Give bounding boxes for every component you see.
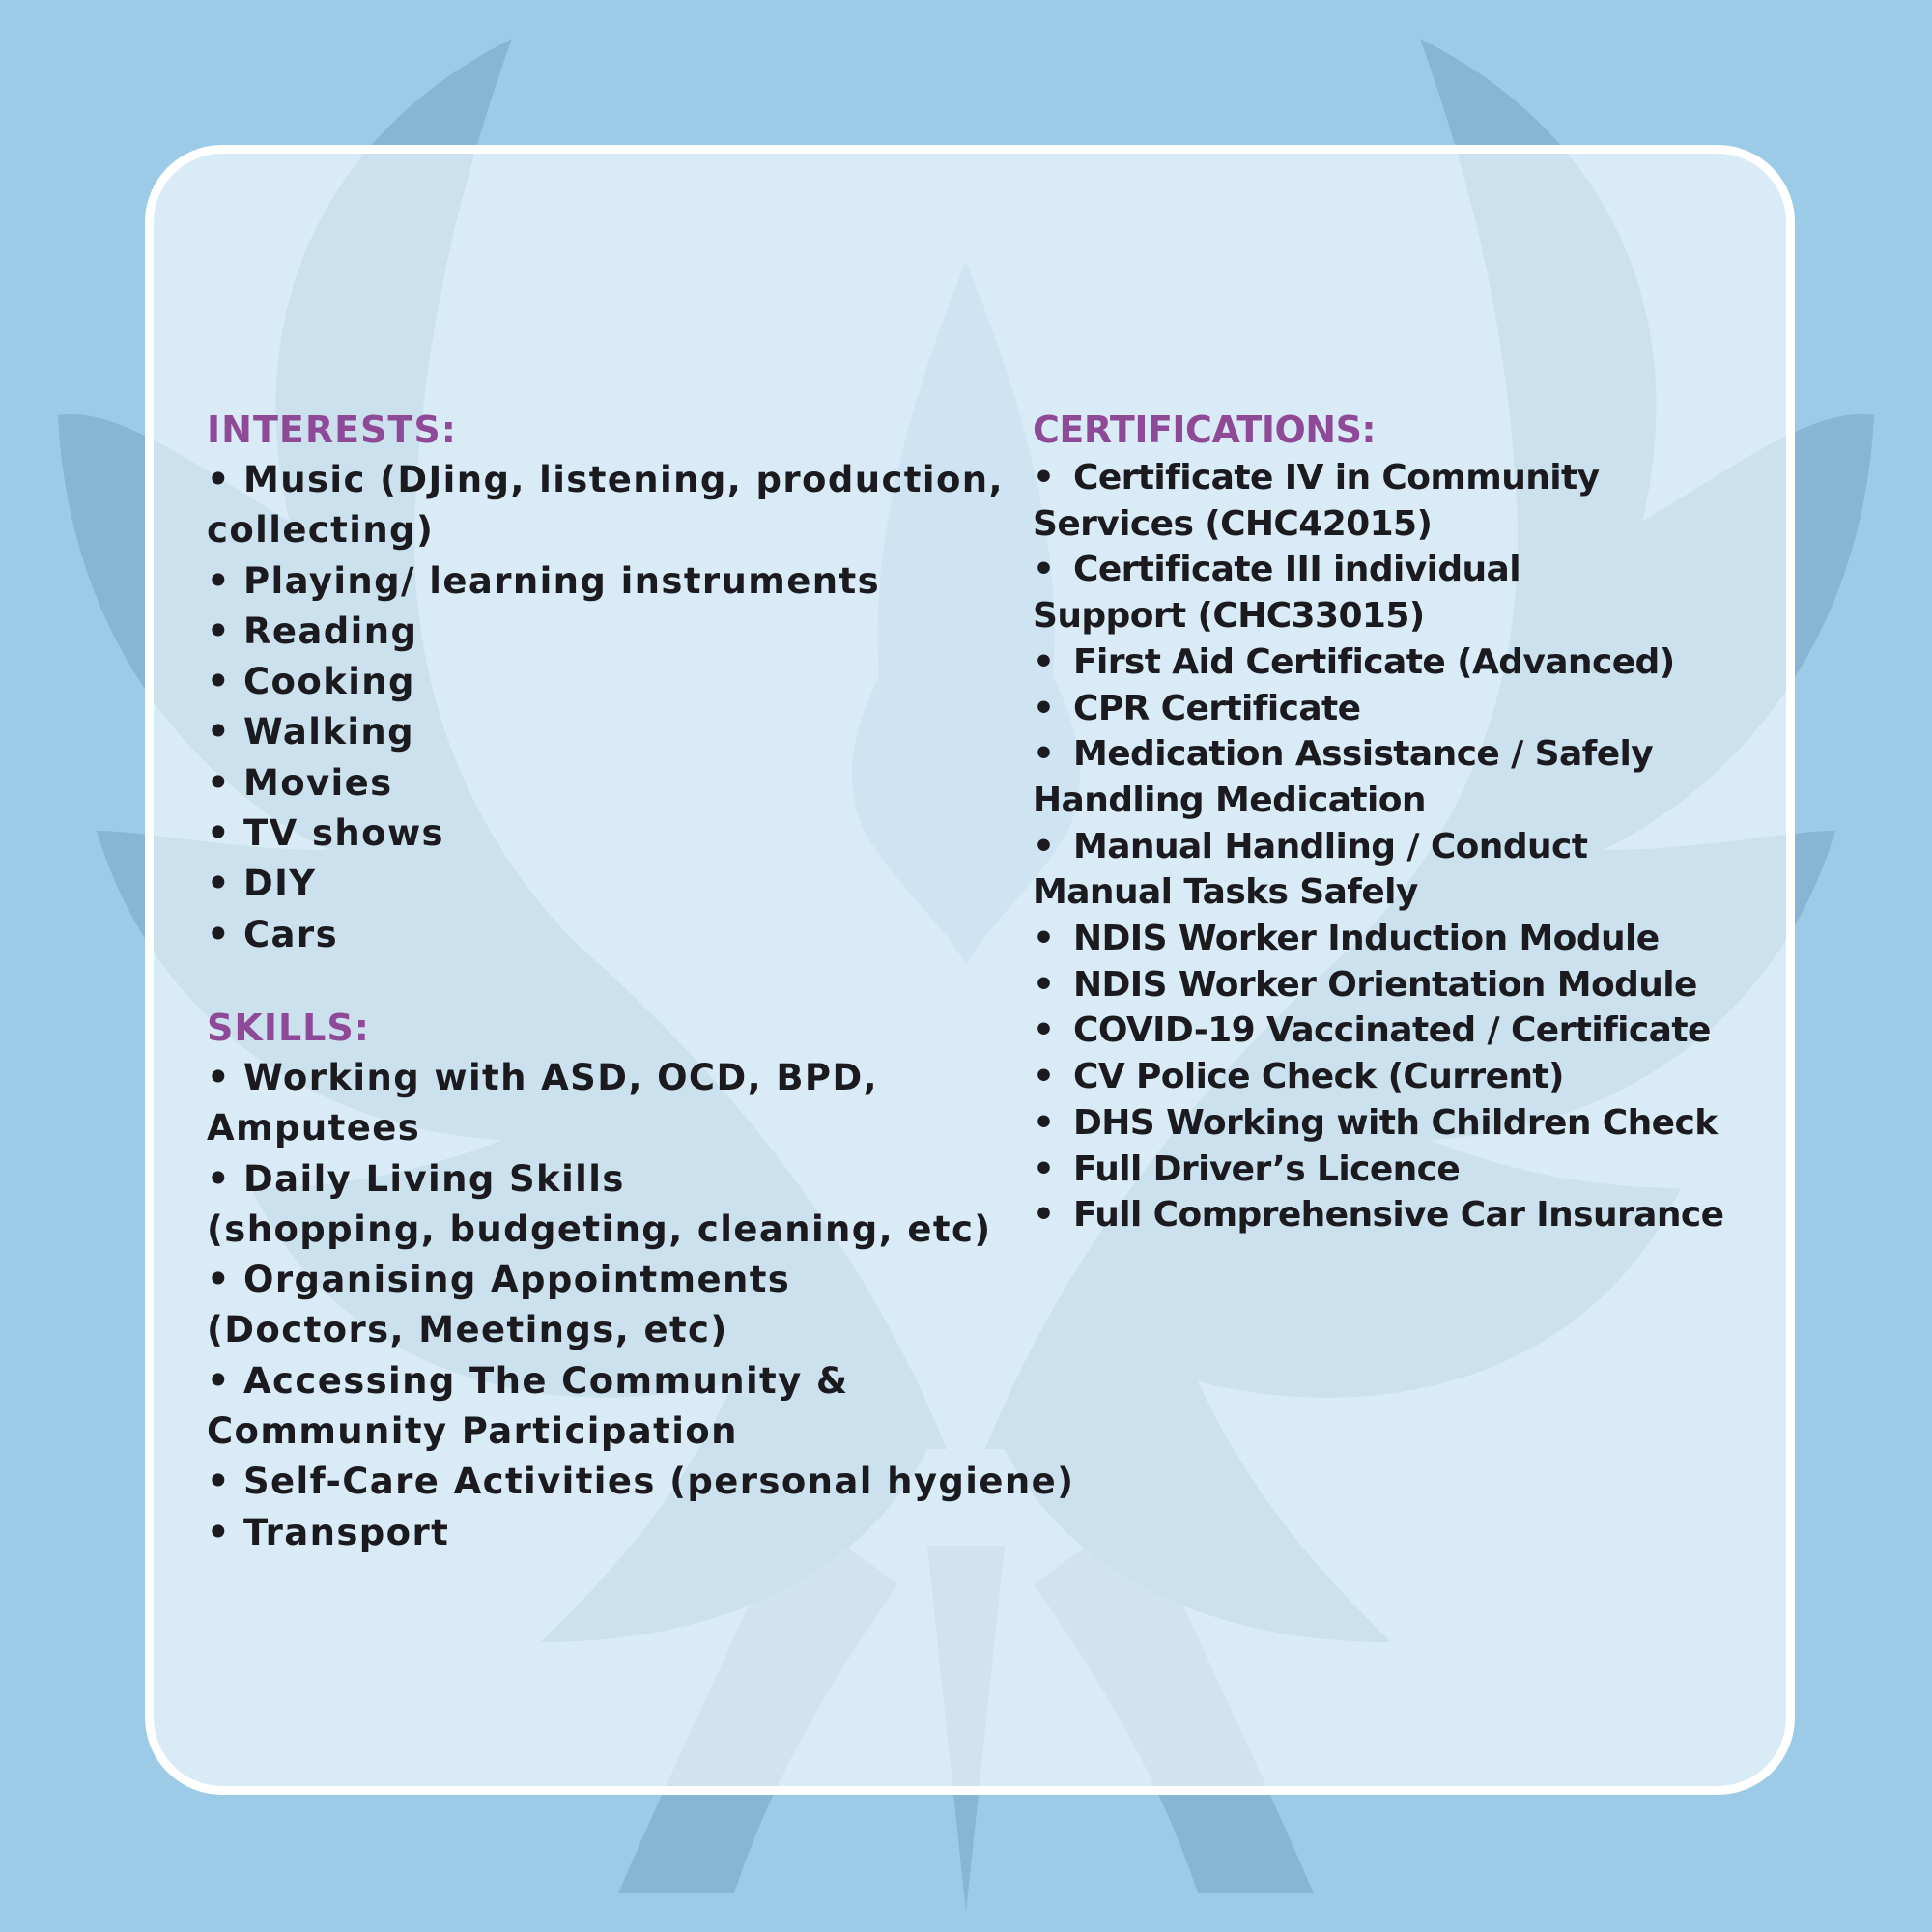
bullet-icon: • (1033, 734, 1055, 775)
list-item-text: Movies (243, 761, 393, 804)
certifications-heading: CERTIFICATIONS: (1033, 409, 1377, 451)
list-item (1033, 1008, 1795, 1054)
bullet-icon: • (1033, 1102, 1055, 1143)
bullet-icon: • (207, 661, 232, 703)
bullet-icon: • (207, 610, 232, 652)
list-item-text-continued: collecting) (207, 509, 435, 552)
list-item-text: DIY (243, 863, 317, 905)
bullet-icon: • (207, 1359, 232, 1402)
list-item-text: TV shows (243, 812, 444, 855)
list-item-text-continued: Handling Medication (1033, 780, 1426, 820)
bullet-icon: • (1033, 550, 1055, 590)
skills-heading: SKILLS: (207, 1006, 370, 1049)
list-item-text: Playing/ learning instruments (243, 559, 880, 602)
list-item (207, 607, 1153, 657)
list-item-text: Full Comprehensive Car Insurance (1073, 1195, 1724, 1236)
list-item (1033, 1192, 1795, 1238)
list-item (207, 657, 1153, 707)
left-column (207, 405, 1153, 1558)
bullet-icon: • (207, 913, 232, 955)
list-item (207, 1154, 1153, 1256)
list-item (207, 1053, 1153, 1154)
list-item-text-continued: Amputees (207, 1107, 421, 1150)
interests-heading: INTERESTS: (207, 409, 457, 451)
bullet-icon: • (1033, 458, 1055, 497)
list-item-text: Certificate IV in Community (1073, 458, 1600, 497)
list-item-text: Walking (243, 711, 415, 753)
list-item (207, 455, 1153, 556)
list-item (207, 910, 1153, 960)
list-item (207, 1356, 1153, 1458)
bullet-icon: • (1033, 688, 1055, 728)
list-item-text: Organising Appointments (243, 1259, 791, 1301)
list-item-text: Cooking (243, 661, 415, 703)
bullet-icon: • (1033, 964, 1055, 1005)
list-item-text: CPR Certificate (1073, 688, 1361, 728)
list-item (1033, 1147, 1795, 1193)
list-item-text: Cars (243, 913, 338, 955)
bullet-icon: • (1033, 641, 1055, 682)
list-item-text: Transport (243, 1511, 450, 1553)
list-item-text: Manual Handling / Conduct (1073, 826, 1588, 867)
bullet-icon: • (1033, 1195, 1055, 1236)
bullet-icon: • (207, 1461, 232, 1503)
list-item-text-continued: Manual Tasks Safely (1033, 872, 1418, 913)
bullet-icon: • (1033, 1057, 1055, 1097)
bullet-icon: • (1033, 1010, 1055, 1051)
interests-list (207, 455, 1153, 960)
list-item (1033, 1100, 1795, 1147)
list-item (207, 859, 1153, 909)
list-item-text: NDIS Worker Orientation Module (1073, 964, 1697, 1005)
list-item (207, 1255, 1153, 1356)
list-item-text-continued: Support (CHC33015) (1033, 596, 1425, 637)
bullet-icon: • (207, 812, 232, 855)
certifications-list (1033, 455, 1795, 1238)
list-item-text: Reading (243, 610, 418, 652)
list-item-text-continued: Community Participation (207, 1410, 738, 1453)
list-item-text: COVID-19 Vaccinated / Certificate (1073, 1010, 1711, 1051)
content-card (145, 145, 1795, 1795)
bullet-icon: • (207, 1259, 232, 1301)
list-item-text: Medication Assistance / Safely (1073, 734, 1654, 775)
list-item-text: Accessing The Community & (243, 1359, 849, 1402)
list-item (207, 809, 1153, 859)
bullet-icon: • (1033, 826, 1055, 867)
list-item (1033, 455, 1795, 547)
list-item (1033, 547, 1795, 639)
list-item-text: Self-Care Activities (personal hygiene) (243, 1461, 1075, 1503)
bullet-icon: • (207, 761, 232, 804)
bullet-icon: • (207, 459, 232, 500)
list-item-text-continued: (shopping, budgeting, cleaning, etc) (207, 1208, 992, 1250)
right-column (1033, 405, 1795, 1238)
list-item (207, 758, 1153, 809)
bullet-icon: • (1033, 1149, 1055, 1189)
list-item (207, 1457, 1153, 1507)
list-item (1033, 1054, 1795, 1100)
bullet-icon: • (207, 711, 232, 753)
list-item (207, 1508, 1153, 1558)
list-item (207, 556, 1153, 607)
list-item-text: DHS Working with Children Check (1073, 1102, 1718, 1143)
bullet-icon: • (207, 559, 232, 602)
list-item (1033, 824, 1795, 916)
list-item-text: First Aid Certificate (Advanced) (1073, 641, 1675, 682)
list-item (1033, 962, 1795, 1009)
list-item (1033, 916, 1795, 962)
list-item (1033, 639, 1795, 686)
list-item-text: Music (DJing, listening, production, (243, 459, 1004, 500)
bullet-icon: • (207, 1056, 232, 1098)
skills-list (207, 1053, 1153, 1558)
list-item-text-continued: (Doctors, Meetings, etc) (207, 1309, 728, 1351)
list-item-text: Full Driver’s Licence (1073, 1149, 1461, 1189)
list-item (1033, 686, 1795, 732)
bullet-icon: • (207, 1157, 232, 1200)
skills-section (207, 1003, 1153, 1558)
list-item-text: CV Police Check (Current) (1073, 1057, 1564, 1097)
list-item-text: NDIS Worker Induction Module (1073, 919, 1660, 959)
list-item-text-continued: Services (CHC42015) (1033, 503, 1433, 544)
bullet-icon: • (1033, 919, 1055, 959)
bullet-icon: • (207, 1511, 232, 1553)
list-item (207, 707, 1153, 757)
list-item-text: Daily Living Skills (243, 1157, 625, 1200)
list-item-text: Certificate III individual (1073, 550, 1520, 590)
list-item-text: Working with ASD, OCD, BPD, (243, 1056, 879, 1098)
bullet-icon: • (207, 863, 232, 905)
list-item (1033, 731, 1795, 823)
